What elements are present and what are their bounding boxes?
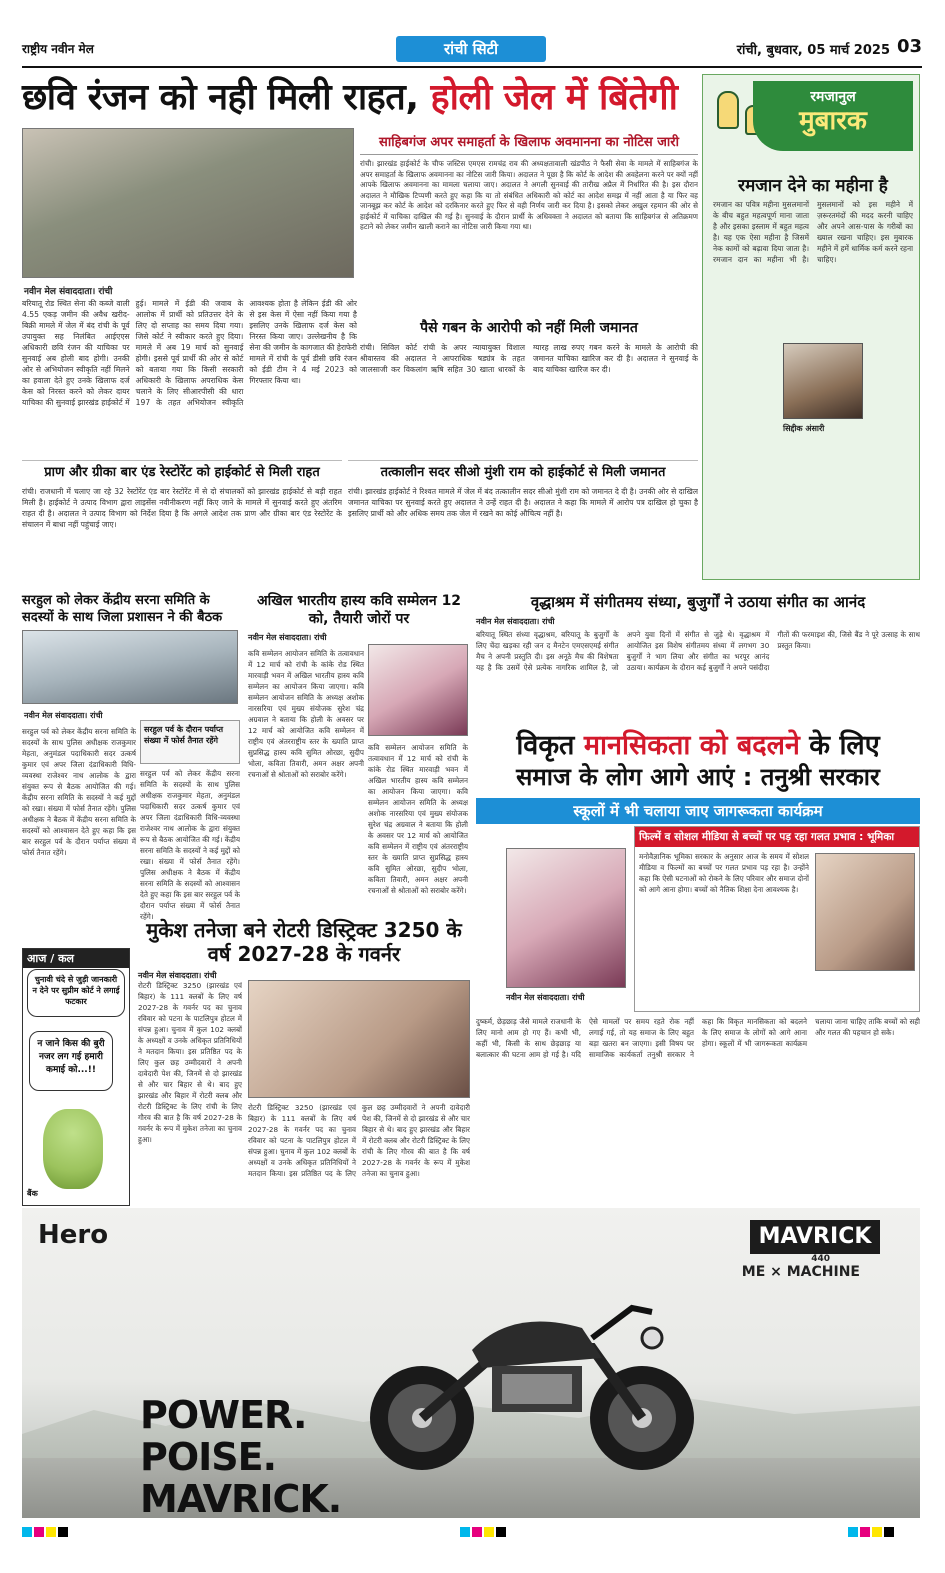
- ad-tagline-1: POWER.: [140, 1393, 307, 1437]
- page-number: 03: [896, 36, 922, 57]
- ad-model-number: 440: [811, 1254, 830, 1264]
- ad-machine: ME × MACHINE: [741, 1264, 860, 1280]
- section-tab[interactable]: रांची सिटी: [396, 36, 546, 62]
- vikrit-strap: स्कूलों में भी चलाया जाए जागरूकता कार्यक्रम: [476, 798, 920, 824]
- hc-left-title[interactable]: प्राण और ग्रीका बार एंड रेस्टोरेंट को हाईकोर्ट से मिली राहत: [44, 465, 320, 480]
- dateline: रांची, बुधवार, 05 मार्च 2025: [736, 43, 890, 58]
- rotary-body-cont: रोटरी डिस्ट्रिक्ट 3250 (झारखंड एवं बिहार) के 111 क्लबों के लिए वर्ष 2027-28 के गवर्नर पद का चुनाव रविवार को पटना के पाटलिपुत्र होटल में संपन्न हुआ। चुनाव में कुल 102 क्लबों के अध्यक्षों व उनके अधिकृत प्रतिनिधियों ने मतदान किया। इस प्रतिष्ठित पद के लिए कुल छह उम्मीदवारों ने अपनी दावेदारी पेश की, जिनमें से दो झारखंड से और चार बिहार से थे। बाद हुए झारखंड और बिहार में रोटरी क्लब और रोटरी डिस्ट्रिक्ट के लिए रांची के लिए गौरव की बात है कि वर्ष 2027-28 के गवर्नर के रूप में मुकेश तनेजा का चुनाव हुआ।: [248, 1103, 470, 1178]
- sarna-body-cont: सरहुल पर्व को लेकर केंद्रीय सरना समिति के सदस्यों के साथ पुलिस अधीक्षक राजकुमार मेहता, अनुमंडल पदाधिकारी सदर उत्कर्ष कुमार एवं अपर जिला दंडाधिकारी विधि-व्यवस्था राजेश्वर नाथ आलोक के द्वारा संयुक्त रूप से बैठक आयोजित की गई। केंद्रीय सरना समिति के सदस्यों ने कई मुद्दों को रखा। संख्या में फोर्स तैनात रहेंगे। पुलिस अधीक्षक ने बैठक में केंद्रीय सरना समिति के सदस्यों को आश्वासन देते हुए कहा कि इस बार सरहुल पर्व के दौरान पर्याप्त संख्या में फोर्स तैनात रहेंगे।: [140, 769, 240, 921]
- lead-headline-part-2: होली जेल में बिंतेगी: [430, 77, 678, 118]
- vikrit-box-body: मनोवैज्ञानिक भूमिका सरकार के अनुसार आज के समय में सोशल मीडिया व फिल्मों का बच्चों पर गलत प्रभाव पड़ रहा है। उन्होंने कहा कि ऐसी घटनाओं को रोकने के लिए परिवार और समाज दोनों को आगे आना होगा। बच्चों को नैतिक शिक्षा देना आवश्यक है।: [639, 852, 809, 894]
- lantern-icon: [717, 91, 739, 129]
- vridh-body: बरियातू स्थित संध्या वृद्धाश्रम, बरियातू के बुजुर्गों के लिए चेंदा खड़का रही जन द मैनटेन एमएसएमई संगीत मैच ने अपनी प्रस्तुति दी। इस अनूठे मैच की विशेषता यह है कि उसमें ऐसे प्रत्येक नागरिक शामिल है, जो अपने युवा दिनों में संगीत से जुड़े थे। वृद्धाश्रम में आयोजित इस विशेष संगीतमय संध्या में लगभग 30 बुजुर्गों ने भाग लिया और संगीत का भरपूर आनंद उठाया। कार्यक्रम के दौरान कई बुजुर्गों ने अपने पसंदीदा गीतों की फरमाइश की, जिसे बैंड ने पूरे उत्साह के साथ प्रस्तुत किया।: [476, 630, 920, 672]
- author-photo: [783, 343, 863, 419]
- cartoon-speech-bubble: न जाने किस की बुरी नजर लग गई हमारी कमाई को...!!: [29, 1031, 113, 1091]
- sarna-title[interactable]: सरहुल को लेकर केंद्रीय सरना समिति के सदस्यों के साथ जिला प्रशासन ने की बैठक: [22, 593, 223, 625]
- vikrit-box-title: फिल्में व सोशल मीडिया से बच्चों पर पड़ रहा गलत प्रभाव : भूमिका: [635, 827, 919, 847]
- vikrit-title-line2[interactable]: समाज के लोग आगे आएं : तनुश्री सरकार: [516, 763, 880, 791]
- vikrit-title-line1[interactable]: [476, 730, 920, 762]
- rotary-photo: [248, 980, 470, 1098]
- vikrit-sidebox: [634, 826, 920, 1012]
- vikrit-title-part-1: विकृत: [516, 730, 584, 761]
- hasya-photo: [368, 644, 468, 736]
- lead-headline-part-1: छवि रंजन को नही मिली राहत,: [22, 77, 431, 118]
- ad-model: MAVRICK: [758, 1224, 872, 1249]
- bhumika-photo: [815, 853, 915, 971]
- ad-tagline-2: POISE.: [140, 1435, 277, 1479]
- lead-photo: [22, 128, 354, 278]
- banner-big-text: मुबारक: [799, 106, 867, 136]
- cartoon: [22, 948, 130, 1206]
- vridh-article: [476, 592, 920, 726]
- cartoon-figure: [43, 1109, 103, 1189]
- notice-body: रांची। झारखंड हाईकोर्ट के चीफ जस्टिस एमएस रामचंद्र राव की अध्यक्षतावाली खंडपीठ ने फैसी सेवा के मामले में साहिबगंज के अपर समाहर्ता के खिलाफ अवमानना का नोटिस जारी किया। अदालत ने पूछा है कि कोर्ट के आदेश की अवहेलना करने पर क्यों नहीं आपके खिलाफ अवमानना का मामला चलाया जाए। अदालत ने अगली सुनवाई की तारीख अप्रैल में निर्धारित की है। इस दौरान अदालत ने मौखिक टिप्पणी करते हुए कहा कि या तो संबंधित अधिकारी को कोर्ट का आदेश समझ में नहीं आता है या फिर वह जानबूझ कर कोर्ट के आदेश को दरकिनार करते हुए फिर से वही निर्णय जारी कर दिया है। इसको लेकर अखुल रहमान की ओर से हाईकोर्ट में याचिका दाखिल की गई है। सुनवाई के दौरान प्रार्थी के अधिवक्ता ने अदालत को बताया कि साहिबगंज से अतिक्रमण हटाने को लेकर जमीन खाली कराने का नोटिस जारी किया गया था।: [360, 159, 698, 231]
- sarna-pullquote: सरहुल पर्व के दौरान पर्याप्त संख्या में फोर्स तैनात रहेंगे: [140, 720, 240, 764]
- vikrit-byline: नवीन मेल संवाददाता। रांची: [506, 993, 585, 1002]
- sarna-photo: [22, 630, 238, 704]
- ad-brand: Hero: [38, 1220, 109, 1250]
- sarna-article: [22, 592, 242, 942]
- rotary-byline: नवीन मेल संवाददाता। रांची: [138, 971, 217, 980]
- newspaper-name: राष्ट्रीय नवीन मेल: [22, 42, 94, 56]
- print-registration-marks: [22, 1522, 920, 1534]
- ramzan-author: सिद्दीक अंसारी: [783, 424, 825, 433]
- hc-right-title[interactable]: तत्कालीन सदर सीओ मुंशी राम को हाईकोर्ट से मिली जमानत: [380, 465, 666, 480]
- hero-mavrick-ad[interactable]: [22, 1208, 920, 1518]
- cartoon-caption: चुनावी चंदे से जुड़ी जानकारी न देने पर सुप्रीम कोर्ट ने लगाई फटकार: [27, 969, 125, 1017]
- sarna-byline: नवीन मेल संवाददाता। रांची: [24, 711, 103, 720]
- bail-title[interactable]: पैसे गबन के आरोपी को नहीं मिली जमानत: [420, 320, 638, 336]
- rotary-body: रोटरी डिस्ट्रिक्ट 3250 (झारखंड एवं बिहार) के 111 क्लबों के लिए वर्ष 2027-28 के गवर्नर पद का चुनाव रविवार को पटना के पाटलिपुत्र होटल में संपन्न हुआ। चुनाव में कुल 102 क्लबों के अध्यक्षों व उनके अधिकृत प्रतिनिधियों ने मतदान किया। इस प्रतिष्ठित पद के लिए कुल छह उम्मीदवारों ने अपनी दावेदारी पेश की, जिनमें से दो झारखंड से और चार बिहार से थे। बाद हुए झारखंड और बिहार में रोटरी क्लब और रोटरी डिस्ट्रिक्ट के लिए रांची के लिए गौरव की बात है कि वर्ष 2027-28 के गवर्नर के रूप में मुकेश तनेजा का चुनाव हुआ।: [138, 981, 242, 1144]
- ad-tagline: [140, 1394, 341, 1518]
- hasya-title[interactable]: अखिल भारतीय हास्य कवि सम्मेलन 12 को, तैयारी जोरों पर: [256, 593, 462, 627]
- hasya-body-cont: कवि सम्मेलन आयोजन समिति के तत्वावधान में 12 मार्च को रांची के कांके रोड स्थित मारवाड़ी भवन में अखिल भारतीय हास्य कवि सम्मेलन का आयोजन किया जाएगा। कवि सम्मेलन आयोजन समिति के अध्यक्ष अशोक नारसरिया एवं मुख्य संयोजक सुरेश चंद्र अग्रवाल ने बताया कि होली के अवसर पर 12 मार्च को आयोजित कवि सम्मेलन में राष्ट्रीय एवं अंतरराष्ट्रीय स्तर के ख्याति प्राप्त सुप्रसिद्ध हास्य कवि सुमित ओरछा, सुदीप भोला, कविता तिवारी, अमन अक्षर अपनी रचनाओं से श्रोताओं को सराबोर करेंगे।: [368, 743, 468, 895]
- banner-small-text: रमजानुल: [810, 89, 856, 105]
- ramzan-column: [702, 74, 920, 580]
- hc-left-article: [22, 460, 342, 588]
- vridh-byline: नवीन मेल संवाददाता। रांची: [476, 617, 555, 626]
- motorcycle-image: [352, 1278, 712, 1478]
- vikrit-title-part-2: मानसिकता को बदलने: [583, 730, 800, 761]
- rotary-article: [138, 918, 470, 1206]
- vikrit-title-part-3: के लिए: [799, 730, 880, 761]
- hasya-body: कवि सम्मेलन आयोजन समिति के तत्वावधान में 12 मार्च को रांची के कांके रोड स्थित मारवाड़ी भवन में अखिल भारतीय हास्य कवि सम्मेलन का आयोजन किया जाएगा। कवि सम्मेलन आयोजन समिति के अध्यक्ष अशोक नारसरिया एवं मुख्य संयोजक सुरेश चंद्र अग्रवाल ने बताया कि होली के अवसर पर 12 मार्च को आयोजित कवि सम्मेलन में राष्ट्रीय एवं अंतरराष्ट्रीय स्तर के ख्याति प्राप्त सुप्रसिद्ध हास्य कवि सुमित ओरछा, सुदीप भोला, कविता तिवारी, अमन अक्षर अपनी रचनाओं से श्रोताओं को सराबोर करेंगे।: [248, 649, 364, 779]
- masthead: [22, 34, 922, 68]
- ramzan-title[interactable]: रमजान देने का महीना है: [738, 176, 888, 196]
- ramzan-body: रमजान का पवित्र महीना मुसलमानों के बीच बहुत महत्वपूर्ण माना जाता है और इसका इस्लाम में बहुत महत्व है। यह एक ऐसा महीना है जिसमें नेक कामों को बढ़ावा दिया जाता है। रमजान दान का महीना भी है। मुसलमानों को इस महीने में ज़रूरतमंदों की मदद करनी चाहिए और अपने आस-पास के गरीबों का ख्याल रखना चाहिए। इस मुबारक महीने में हमें धार्मिक कर्म करने रहना चाहिए।: [713, 200, 913, 264]
- lead-body: बरियातू रोड स्थित सेना की कब्जे वाली 4.55 एकड़ जमीन की अवैध खरीद-बिक्री मामले में जेल में बंद रांची के पूर्व उपायुक्त सह निलंबित आईएएस अधिकारी छवि रंजन की याचिका पर सुनवाई अब होली बाद होगी। उनकी ओर से अभियोजन स्वीकृति नहीं मिलने का हवाला देते हुए उनके खिलाफ दर्ज केस को निरस्त करने को लेकर दायर याचिका की सुनवाई झारखंड हाईकोर्ट में हुई। मामले में ईडी की जवाब के आलोक में प्रार्थी को प्रतिउत्तर देने के लिए दो सप्ताह का समय दिया गया। जिसे कोर्ट ने स्वीकार करते हुए दिया। मामले में अब 19 मार्च को सुनवाई होगी। इससे पूर्व प्रार्थी की ओर से कोर्ट को बताया गया कि किसी सरकारी अधिकारी के खिलाफ अपराधिक केस चलाने के लिए सीआरपीसी की धारा 197 के तहत अभियोजन स्वीकृति आवश्यक होता है लेकिन ईडी की ओर से इस केस में ऐसा नहीं किया गया है इसलिए उनके खिलाफ दर्ज केस को निरस्त किया जाए। उल्लेखनीय है कि सेना की जमीन के कागजात की हेराफेरी मामले में रांची के पूर्व डीसी छवि रंजन को ईडी टीम ने 4 मई 2023 को गिरफ्तार किया था।: [22, 299, 357, 407]
- vikrit-body: दुष्कर्म, छेड़छाड़ जैसे मामले राजधानी के लिए मानो आम हो गए हैं। कभी भी, कहीं भी, किसी के साथ छेड़छाड़ या बलात्कार की घटना आम हो गई है। यदि ऐसे मामलों पर समय रहते रोक नहीं लगाई गई, तो यह समाज के लिए बहुत बड़ा खतरा बन जाएगा। इसी विषय पर सामाजिक कार्यकर्ता तनुश्री सरकार ने कहा कि विकृत मानसिकता को बदलने के लिए समाज के लोगों को आगे आना होगा। स्कूलों में भी जागरूकता कार्यक्रम चलाया जाना चाहिए ताकि बच्चों को सही और गलत की पहचान हो सके।: [476, 1017, 920, 1059]
- cartoon-tag: बैंक: [27, 1189, 38, 1198]
- ramzan-banner: [753, 81, 913, 151]
- rotary-title[interactable]: मुकेश तनेजा बने रोटरी डिस्ट्रिक्ट 3250 के वर्ष 2027-28 के गवर्नर: [146, 918, 462, 966]
- bail-body: रांची। सिविल कोर्ट रांची के अपर न्यायायुक्त विशाल श्रीवास्तव की अदालत ने आपराधिक षड्यंत्र के तहत जालसाजी कर विकलांग ऋषि सहित 30 खाता धारकों के ग्यारह लाख रुपए गबन करने के मामले के आरोपी की जमानत याचिका खारिज कर दी है। अदालत ने सुनवाई के बाद याचिका खारिज कर दी।: [360, 343, 698, 374]
- cartoon-label: आज / कल: [23, 949, 129, 968]
- vikrit-article: [476, 730, 920, 1206]
- vridh-title[interactable]: वृद्धाश्रम में संगीतमय संध्या, बुजुर्गों ने उठाया संगीत का आनंद: [530, 593, 866, 611]
- hasya-article: [248, 592, 470, 910]
- hasya-byline: नवीन मेल संवाददाता। रांची: [248, 633, 327, 642]
- ad-tagline-3: MAVRICK.: [140, 1477, 342, 1518]
- hc-left-body: रांची। राजधानी में चलाए जा रहे 32 रेस्टोरेंट एंड बार रेस्टोरेंट में से दो संचालकों को झारखंड हाईकोर्ट से बड़ी राहत मिली है। हाईकोर्ट ने उत्पाद विभाग द्वारा लाइसेंस नवीनीकरण नहीं किए जाने के मामले में सुनवाई करते हुए अंतरिम राहत दी है। अदालत ने उत्पाद विभाग को निर्देश दिया है कि अगले आदेश तक प्राण और ग्रीका बार एंड रेस्टोरेंट के संचालन में बाधा नहीं पहुंचाई जाए।: [22, 487, 342, 529]
- notice-article: [360, 128, 698, 318]
- lead-headline[interactable]: [22, 76, 702, 120]
- hc-right-body: रांची। झारखंड हाईकोर्ट ने रिश्वत मामले में जेल में बंद तत्कालीन सदर सीओ मुंशी राम को जमानत दे दी है। उनकी ओर से दाखिल जमानत याचिका पर सुनवाई करते हुए अदालत ने उन्हें राहत दी है। अदालत ने कहा कि मामले में आरोप पत्र दाखिल हो चुका है इसलिए प्रार्थी को और अधिक समय तक जेल में रखने का कोई औचित्य नहीं है।: [348, 487, 698, 518]
- ad-model-logo: [750, 1220, 880, 1254]
- vikrit-photo: [506, 848, 626, 988]
- hc-right-article: [348, 460, 698, 588]
- notice-title[interactable]: साहिबगंज अपर समाहर्ता के खिलाफ अवमानना का नोटिस जारी: [360, 128, 698, 155]
- sarna-body: सरहुल पर्व को लेकर केंद्रीय सरना समिति के सदस्यों के साथ पुलिस अधीक्षक राजकुमार मेहता, अनुमंडल पदाधिकारी सदर उत्कर्ष कुमार एवं अपर जिला दंडाधिकारी विधि-व्यवस्था राजेश्वर नाथ आलोक के द्वारा संयुक्त रूप से बैठक आयोजित की गई। केंद्रीय सरना समिति के सदस्यों ने कई मुद्दों को रखा। संख्या में फोर्स तैनात रहेंगे। पुलिस अधीक्षक ने बैठक में केंद्रीय सरना समिति के सदस्यों को आश्वासन देते हुए कहा कि इस बार सरहुल पर्व के दौरान पर्याप्त संख्या में फोर्स तैनात रहेंगे।: [22, 727, 136, 857]
- lead-byline: नवीन मेल संवाददाता। रांची: [24, 287, 113, 297]
- bail-article: [360, 318, 698, 458]
